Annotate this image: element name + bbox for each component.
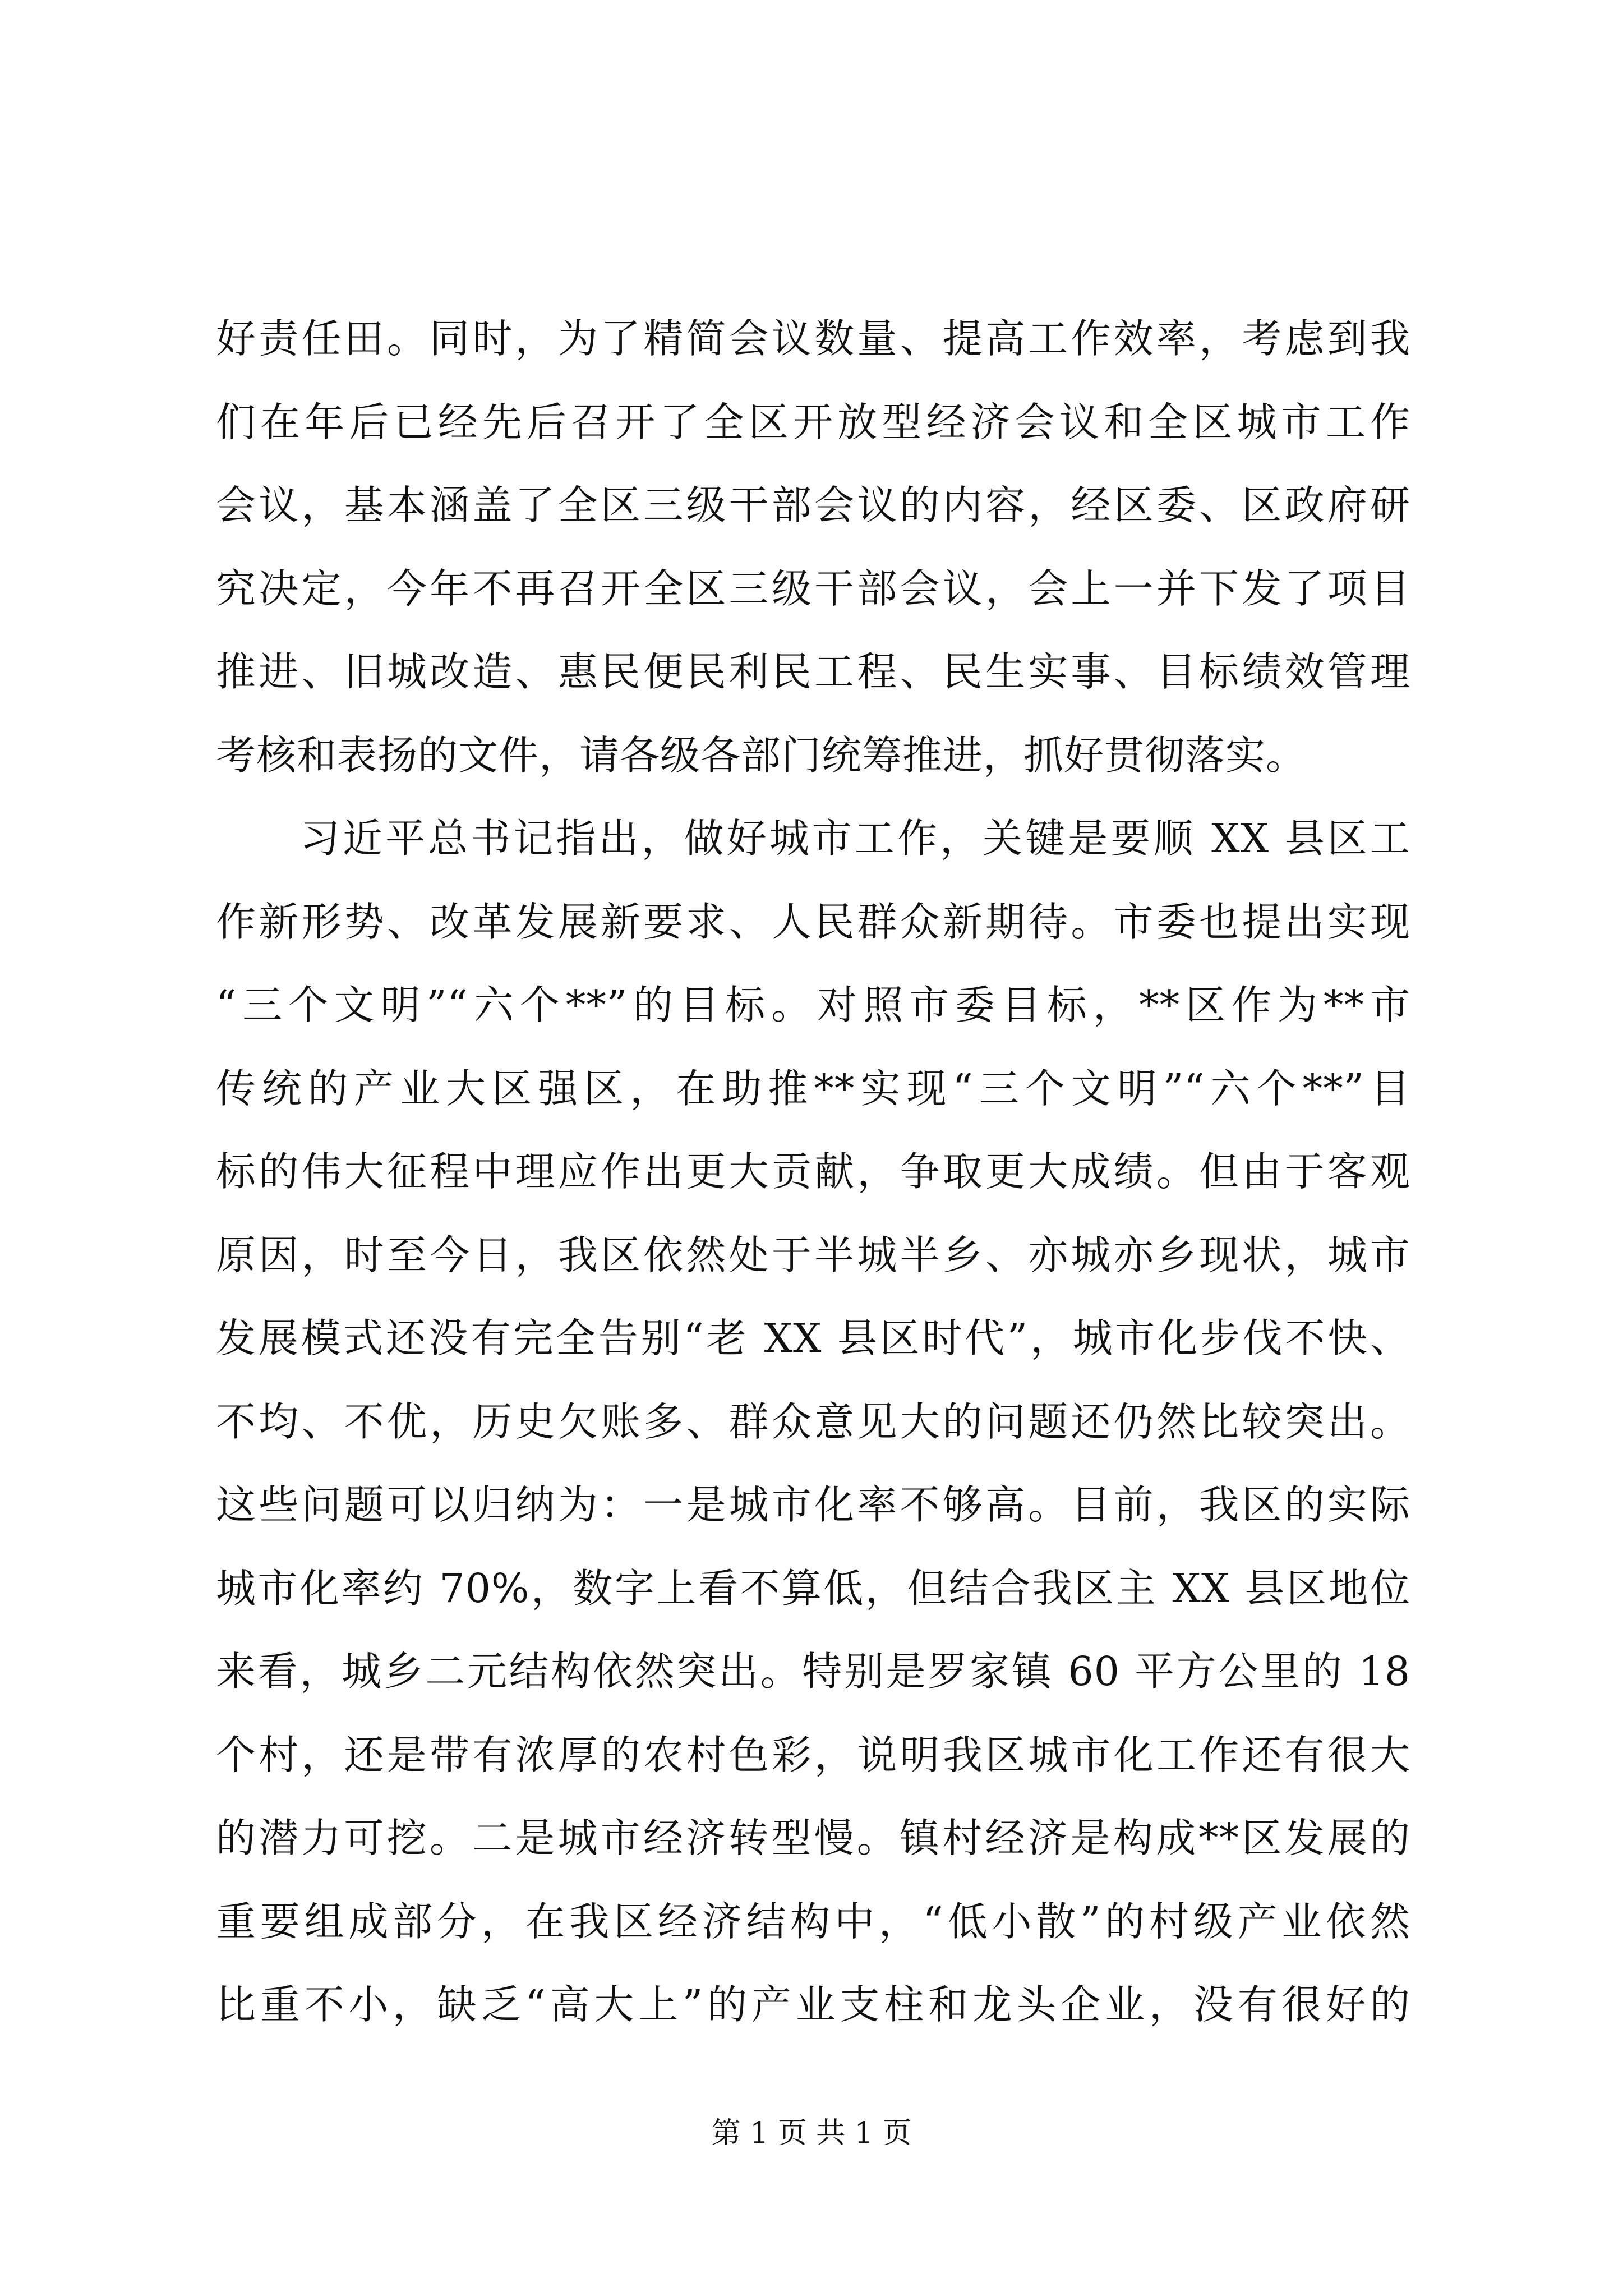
body-text (216, 297, 1410, 2047)
text-line: 个村，还是带有浓厚的农村色彩，说明我区城市化工作还有很大 (216, 1731, 1410, 1778)
text-line: 重要组成部分，在我区经济结构中，“低小散”的村级产业依然 (216, 1898, 1410, 1945)
text-line: 的潜力可挖。二是城市经济转型慢。镇村经济是构成**区发展的 (216, 1815, 1410, 1861)
text-line: 好责任田。同时，为了精简会议数量、提高工作效率，考虑到我 (216, 315, 1410, 362)
text-line: 标的伟大征程中理应作出更大贡献，争取更大成绩。但由于客观 (216, 1148, 1410, 1195)
text-line: 作新形势、改革发展新要求、人民群众新期待。市委也提出实现 (216, 898, 1410, 945)
text-line: 们在年后已经先后召开了全区开放型经济会议和全区城市工作 (216, 398, 1410, 445)
text-line: 考核和表扬的文件，请各级各部门统筹推进，抓好贯彻落实。 (216, 731, 1307, 779)
text-line: 来看，城乡二元结构依然突出。特别是罗家镇 60 平方公里的 18 (216, 1648, 1410, 1695)
page-number-footer: 第 1 页 共 1 页 (711, 2116, 912, 2150)
text-line: 比重不小，缺乏“高大上”的产业支柱和龙头企业，没有很好的 (216, 1981, 1410, 2028)
text-line: “三个文明”“六个**”的目标。对照市委目标，**区作为**市 (216, 982, 1410, 1028)
text-line: 究决定，今年不再召开全区三级干部会议，会上一并下发了项目 (216, 565, 1410, 612)
text-line: 原因，时至今日，我区依然处于半城半乡、亦城亦乡现状，城市 (216, 1231, 1410, 1278)
text-line: 城市化率约 70%，数字上看不算低，但结合我区主 XX 县区地位 (216, 1565, 1410, 1612)
paragraph-first-line: 习近平总书记指出，做好城市工作，关键是要顺 XX 县区工 (300, 815, 1410, 862)
text-line: 推进、旧城改造、惠民便民利民工程、民生实事、目标绩效管理 (216, 648, 1410, 695)
text-line: 这些问题可以归纳为：一是城市化率不够高。目前，我区的实际 (216, 1481, 1410, 1528)
text-line: 不均、不优，历史欠账多、群众意见大的问题还仍然比较突出。 (216, 1398, 1410, 1445)
text-line: 会议，基本涵盖了全区三级干部会议的内容，经区委、区政府研 (216, 482, 1410, 528)
text-line: 发展模式还没有完全告别“老 XX 县区时代”，城市化步伐不快、 (216, 1315, 1410, 1361)
text-line: 传统的产业大区强区，在助推**实现“三个文明”“六个**”目 (216, 1065, 1410, 1112)
